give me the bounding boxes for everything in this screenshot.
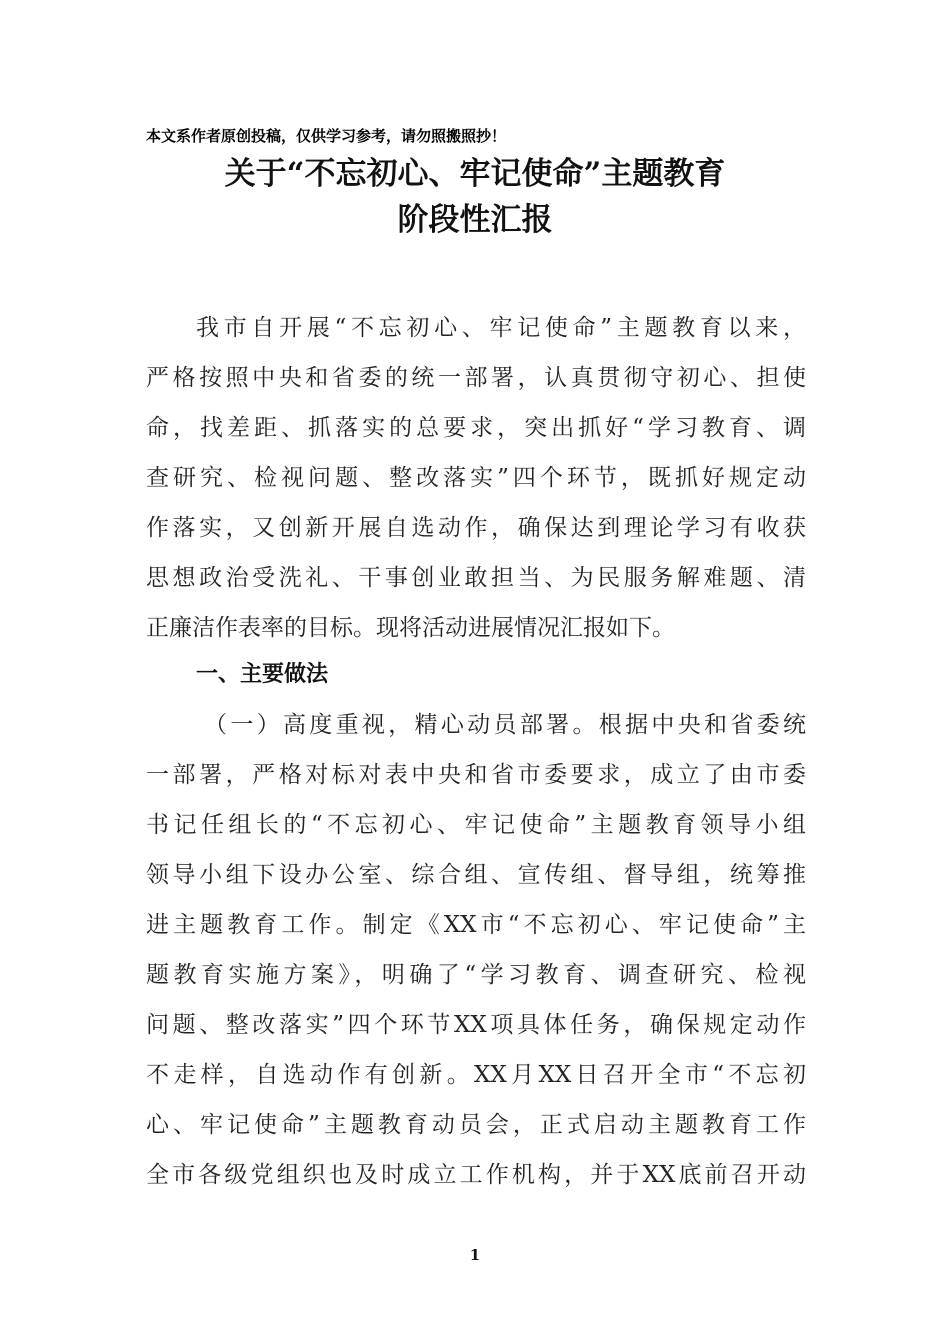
section-paragraph: [146, 700, 806, 1200]
paragraph-line: 全市各级党组织也及时成立工作机构，并于XX底前召开动: [146, 1162, 806, 1188]
paragraph-line: 我市自开展“不忘初心、牢记使命”主题教育以来，: [196, 315, 806, 341]
paragraph-line: 思想政治受洗礼、干事创业敢担当、为民服务解难题、清: [146, 565, 806, 591]
page-number: 1: [469, 1246, 481, 1264]
section-heading: 一、主要做法: [196, 662, 329, 687]
paragraph-line: 心、牢记使命”主题教育动员会，正式启动主题教育工作: [146, 1112, 806, 1138]
paragraph-line: 命，找差距、抓落实的总要求，突出抓好“学习教育、调: [146, 415, 806, 441]
document-title-line-1: 关于“不忘初心、牢记使命”主题教育: [224, 156, 726, 192]
paragraph-line: 严格按照中央和省委的统一部署，认真贯彻守初心、担使: [146, 365, 806, 391]
document-title-line-2: 阶段性汇报: [397, 202, 553, 238]
paragraph-line: 书记任组长的“不忘初心、牢记使命”主题教育领导小组: [146, 812, 806, 838]
paragraph-line: （一）高度重视，精心动员部署。根据中央和省委统: [204, 712, 806, 738]
paragraph-line: 题教育实施方案》，明确了“学习教育、调查研究、检视: [146, 962, 806, 988]
copyright-notice: 本文系作者原创投稿，仅供学习参考，请勿照搬照抄！: [146, 127, 507, 145]
paragraph-line: 正廉洁作表率的目标。现将活动进展情况汇报如下。: [146, 615, 675, 641]
paragraph-line: 领导小组下设办公室、综合组、宣传组、督导组，统筹推: [146, 862, 806, 888]
paragraph-line: 作落实，又创新开展自选动作，确保达到理论学习有收获: [146, 515, 806, 541]
paragraph-line: 进主题教育工作。制定《XX市“不忘初心、牢记使命”主: [146, 912, 806, 938]
paragraph-line: 不走样，自选动作有创新。XX月XX日召开全市“不忘初: [146, 1062, 806, 1088]
paragraph-line: 一部署，严格对标对表中央和省市委要求，成立了由市委: [146, 762, 806, 788]
paragraph-line: 查研究、检视问题、整改落实”四个环节，既抓好规定动: [146, 465, 806, 491]
paragraph-line: 问题、整改落实”四个环节XX项具体任务，确保规定动作: [146, 1012, 806, 1038]
intro-paragraph: [146, 303, 806, 653]
